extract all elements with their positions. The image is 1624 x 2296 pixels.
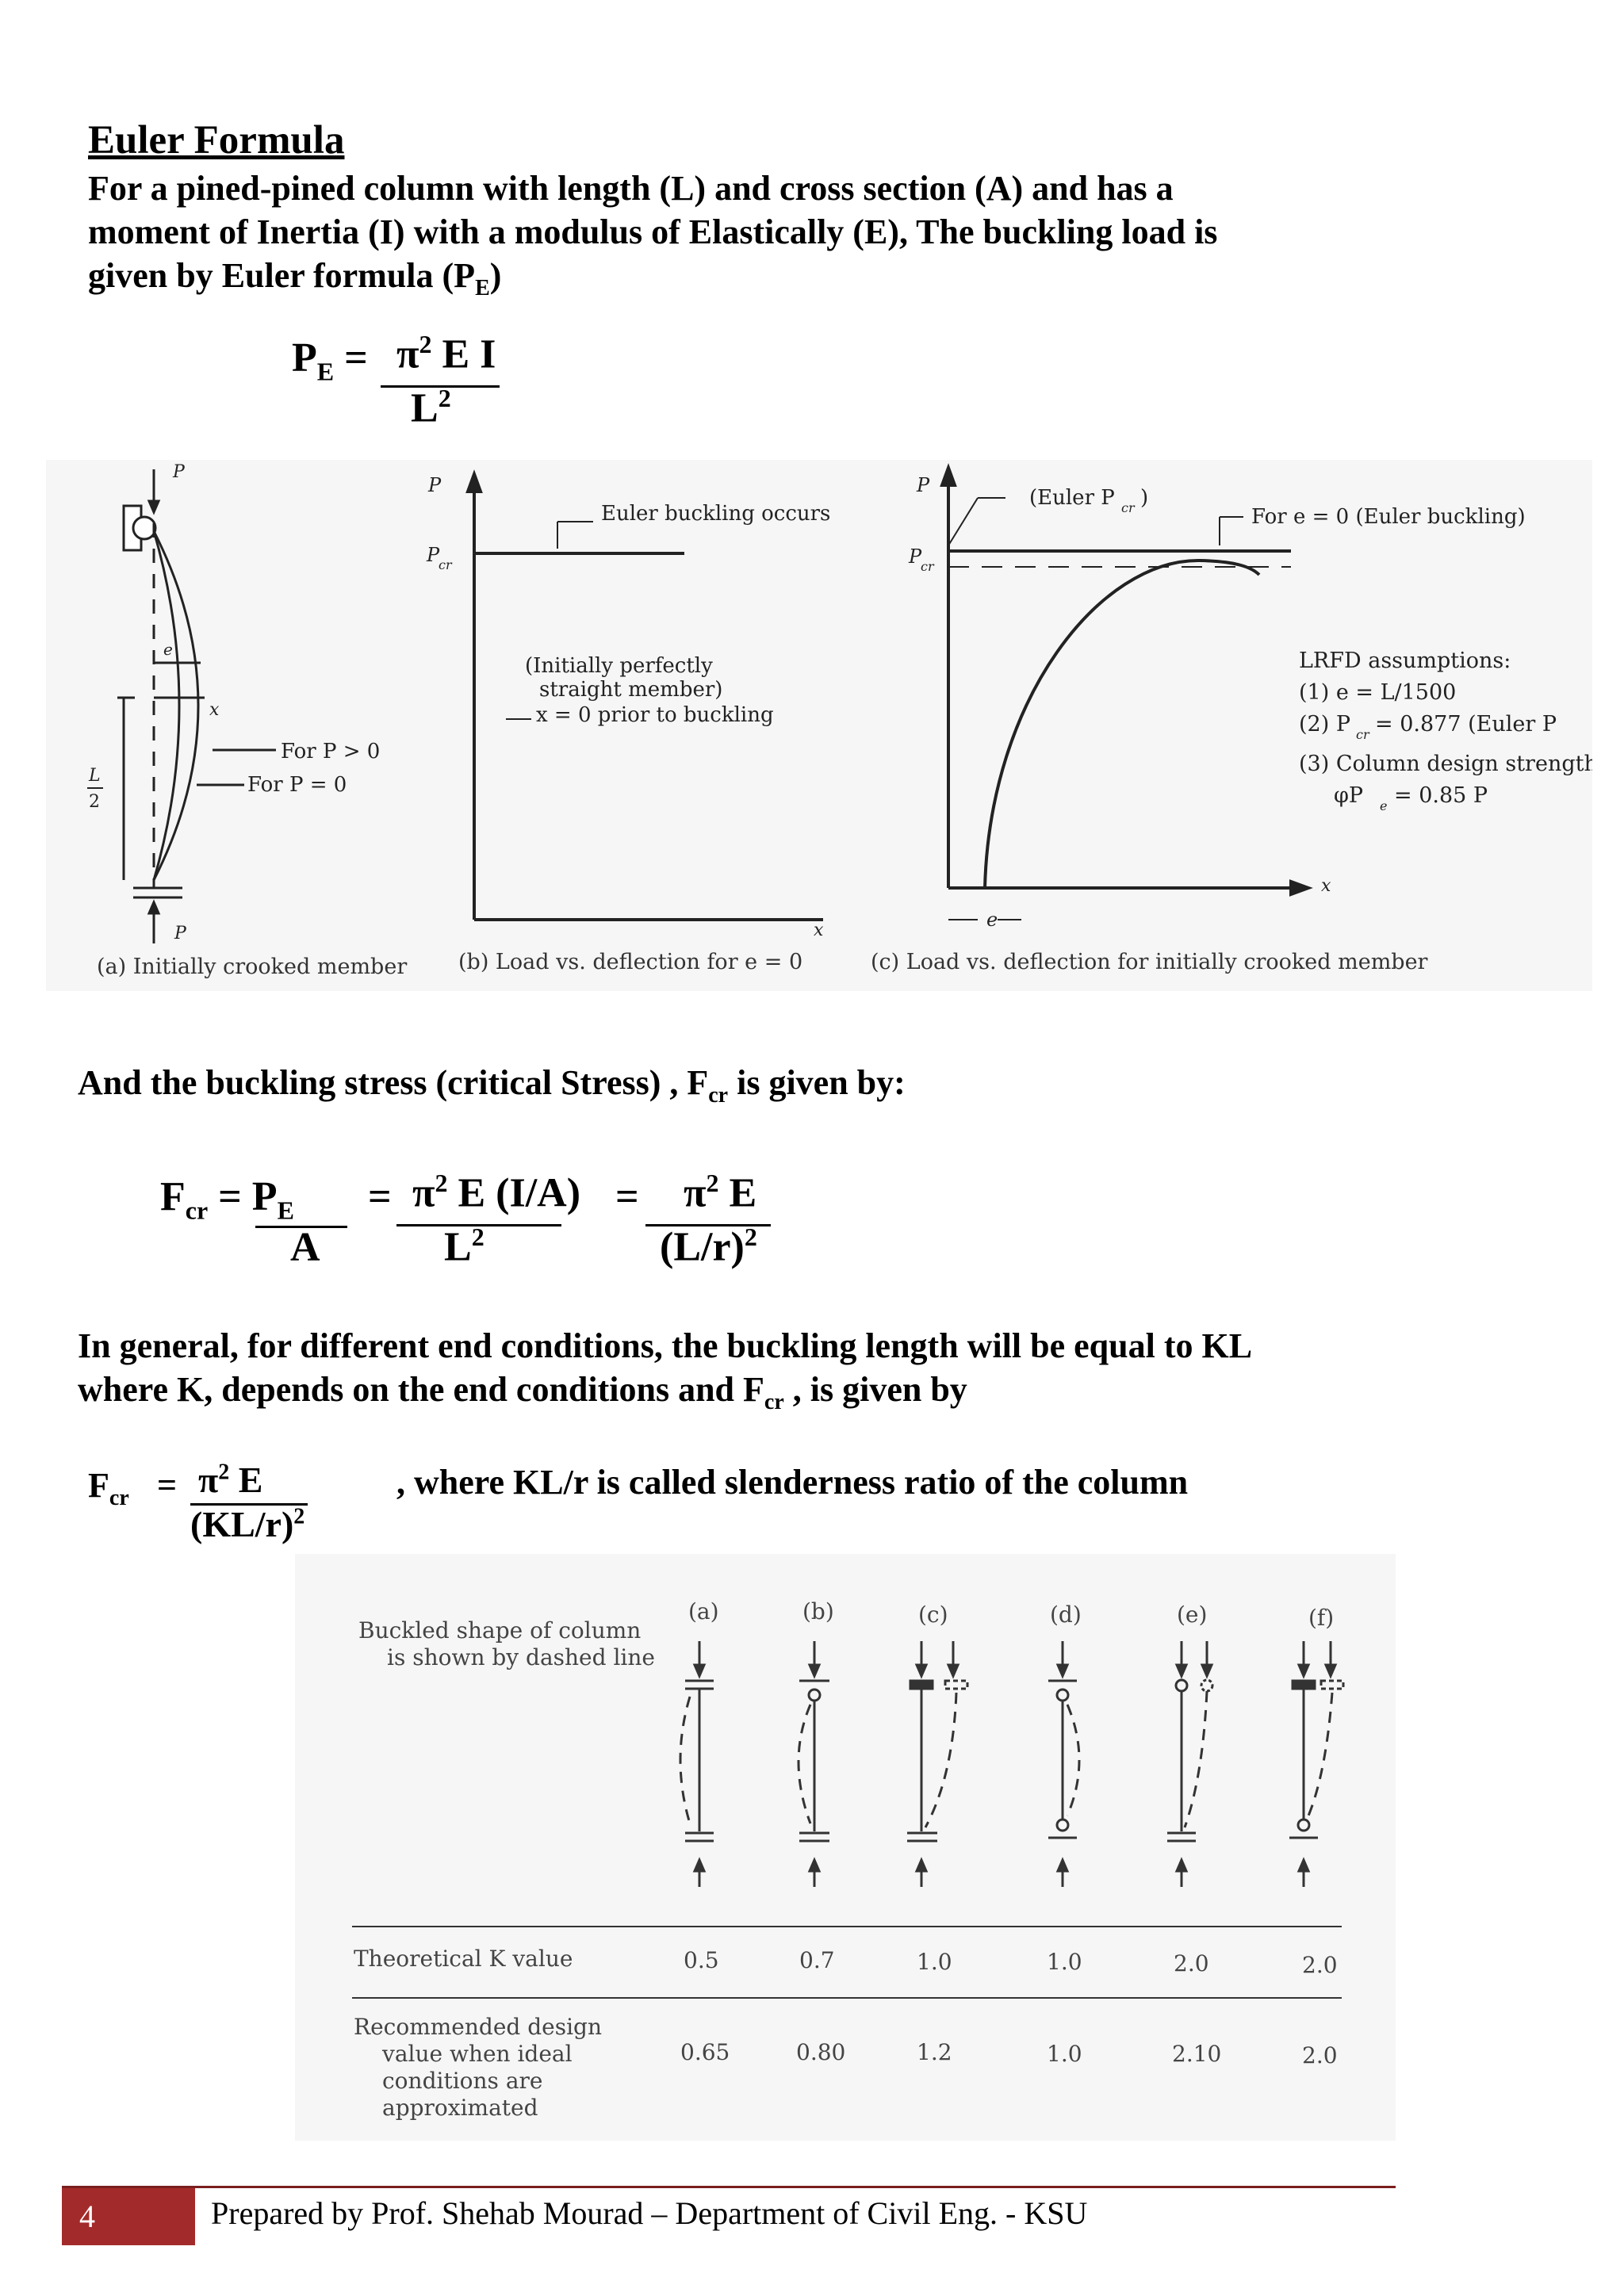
row1-value-d: 1.0 bbox=[1047, 1949, 1082, 1975]
diagram-b-caption: (b) Load vs. deflection for e = 0 bbox=[458, 950, 803, 974]
diagram-c bbox=[942, 468, 1308, 920]
row1-value-e: 2.0 bbox=[1174, 1950, 1209, 1976]
svg-text:cr: cr bbox=[921, 559, 934, 574]
column-case-f bbox=[1289, 1641, 1343, 1887]
lrfd-item-4: φP bbox=[1334, 783, 1364, 808]
diagram-c-x: x bbox=[1321, 876, 1331, 896]
row2-value-a: 0.65 bbox=[680, 2039, 730, 2065]
table-caption-line-2: is shown by dashed line bbox=[387, 1644, 655, 1670]
column-case-e bbox=[1167, 1641, 1212, 1887]
svg-text:cr: cr bbox=[439, 557, 452, 572]
slenderness-note: , where KL/r is called slenderness ratio of the column bbox=[396, 1463, 1189, 1502]
general-paragraph bbox=[78, 1324, 1252, 1424]
diagram-c-for-e0: For e = 0 (Euler buckling) bbox=[1251, 505, 1526, 529]
row2-value-f: 2.0 bbox=[1302, 2042, 1338, 2068]
diagram-b-pcr: P bbox=[427, 544, 440, 566]
row2-value-e: 2.10 bbox=[1172, 2041, 1222, 2067]
footer-text: Prepared by Prof. Shehab Mourad – Department of Civil Eng. - KSU bbox=[211, 2195, 1088, 2231]
footer-rule bbox=[62, 2186, 1396, 2188]
diagram-b-euler-occurs: Euler buckling occurs bbox=[601, 502, 831, 526]
k-value-figure bbox=[295, 1554, 1396, 2141]
row2-value-d: 1.0 bbox=[1047, 2041, 1082, 2067]
case-f-label: (f) bbox=[1308, 1605, 1335, 1631]
euler-formula-denominator: $L^2$ bbox=[411, 384, 451, 431]
diagram-c-e: e bbox=[986, 909, 998, 931]
case-c-label: (c) bbox=[918, 1601, 948, 1628]
figure-load-deflection-svg bbox=[46, 460, 1592, 991]
svg-text:= 0.85 P: = 0.85 P bbox=[1394, 783, 1488, 808]
table-caption-line-1: Buckled shape of column bbox=[358, 1617, 642, 1644]
column-case-c bbox=[907, 1641, 967, 1887]
row1-value-c: 1.0 bbox=[917, 1949, 952, 1975]
row1-value-b: 0.7 bbox=[799, 1947, 835, 1973]
diagram-b-initially-3: x = 0 prior to buckling bbox=[536, 703, 774, 727]
diagram-a-l: L bbox=[89, 766, 101, 786]
diagram-a-p-bottom: P bbox=[174, 924, 186, 943]
diagram-b-x: x bbox=[814, 920, 824, 940]
column-case-a bbox=[680, 1641, 714, 1887]
row1-label: Theoretical K value bbox=[354, 1946, 573, 1972]
diagram-c-euler-pcr: (Euler P bbox=[1029, 486, 1115, 510]
diagram-a-for-p-gt: For P > 0 bbox=[281, 740, 381, 763]
euler-formula-numerator: $\pi^2$ E I bbox=[396, 330, 496, 377]
lrfd-item-3: (3) Column design strength bbox=[1299, 752, 1592, 776]
lrfd-item-2: (2) P bbox=[1299, 712, 1350, 737]
diagram-c-pcr: P bbox=[909, 545, 922, 568]
intro-line-2: moment of Inertia (I) with a modulus of Elastically (E), The buckling load is bbox=[88, 212, 1218, 251]
diagram-a-2: 2 bbox=[89, 792, 100, 812]
diagram-a-p-top: P bbox=[173, 462, 185, 482]
intro-line-3: given by Euler formula $(P_E)$ bbox=[88, 256, 502, 300]
diagram-a-e: e bbox=[163, 640, 173, 659]
svg-text:e: e bbox=[1380, 798, 1388, 813]
diagram-c-p: P bbox=[917, 474, 930, 496]
general-line-1: In general, for different end conditions, the buckling length will be equal to KL bbox=[78, 1326, 1253, 1365]
row2-value-c: 1.2 bbox=[917, 2039, 952, 2065]
stress-intro: And the buckling stress (critical Stress) , $F_{cr}$ is given by: bbox=[78, 1063, 906, 1108]
svg-text:): ) bbox=[1140, 486, 1149, 510]
column-case-d bbox=[1048, 1641, 1079, 1887]
intro-paragraph bbox=[88, 166, 1217, 310]
general-line-2: where K, depends on the end conditions and $F_{cr}$ , is given by bbox=[78, 1370, 967, 1414]
diagram-c-caption: (c) Load vs. deflection for initially crooked member bbox=[871, 950, 1428, 974]
lrfd-title: LRFD assumptions: bbox=[1299, 649, 1511, 673]
diagram-b-initially-2: straight member) bbox=[539, 678, 723, 702]
diagram-a bbox=[117, 469, 276, 943]
svg-text:cr: cr bbox=[1121, 500, 1135, 515]
row1-value-a: 0.5 bbox=[684, 1947, 719, 1973]
diagram-a-x: x bbox=[209, 700, 220, 720]
diagram-b-initially-1: (Initially perfectly bbox=[525, 654, 713, 678]
figure-load-deflection bbox=[46, 460, 1592, 991]
diagram-a-caption: (a) Initially crooked member bbox=[97, 955, 408, 979]
column-case-b bbox=[799, 1641, 829, 1887]
case-e-label: (e) bbox=[1177, 1601, 1208, 1628]
svg-text:= 0.877 (Euler P: = 0.877 (Euler P bbox=[1375, 712, 1557, 737]
row2-value-b: 0.80 bbox=[796, 2039, 846, 2065]
intro-line-1: For a pined-pined column with length (L) and cross section (A) and has a bbox=[88, 169, 1174, 208]
case-a-label: (a) bbox=[688, 1598, 719, 1624]
row1-value-f: 2.0 bbox=[1302, 1952, 1338, 1978]
section-heading: Euler Formula bbox=[88, 118, 345, 163]
diagram-b-p: P bbox=[428, 474, 442, 496]
diagram-a-for-p-eq: For P = 0 bbox=[247, 773, 347, 797]
page-number: 4 bbox=[62, 2188, 195, 2245]
row2-label: Recommended design value when ideal conditions are approximated bbox=[354, 2014, 602, 2121]
euler-formula-lhs: $P_E$ = bbox=[292, 335, 368, 386]
lrfd-item-1: (1) e = L/1500 bbox=[1299, 680, 1457, 705]
case-b-label: (b) bbox=[802, 1598, 834, 1624]
svg-text:cr: cr bbox=[1356, 727, 1369, 742]
case-d-label: (d) bbox=[1050, 1601, 1082, 1628]
